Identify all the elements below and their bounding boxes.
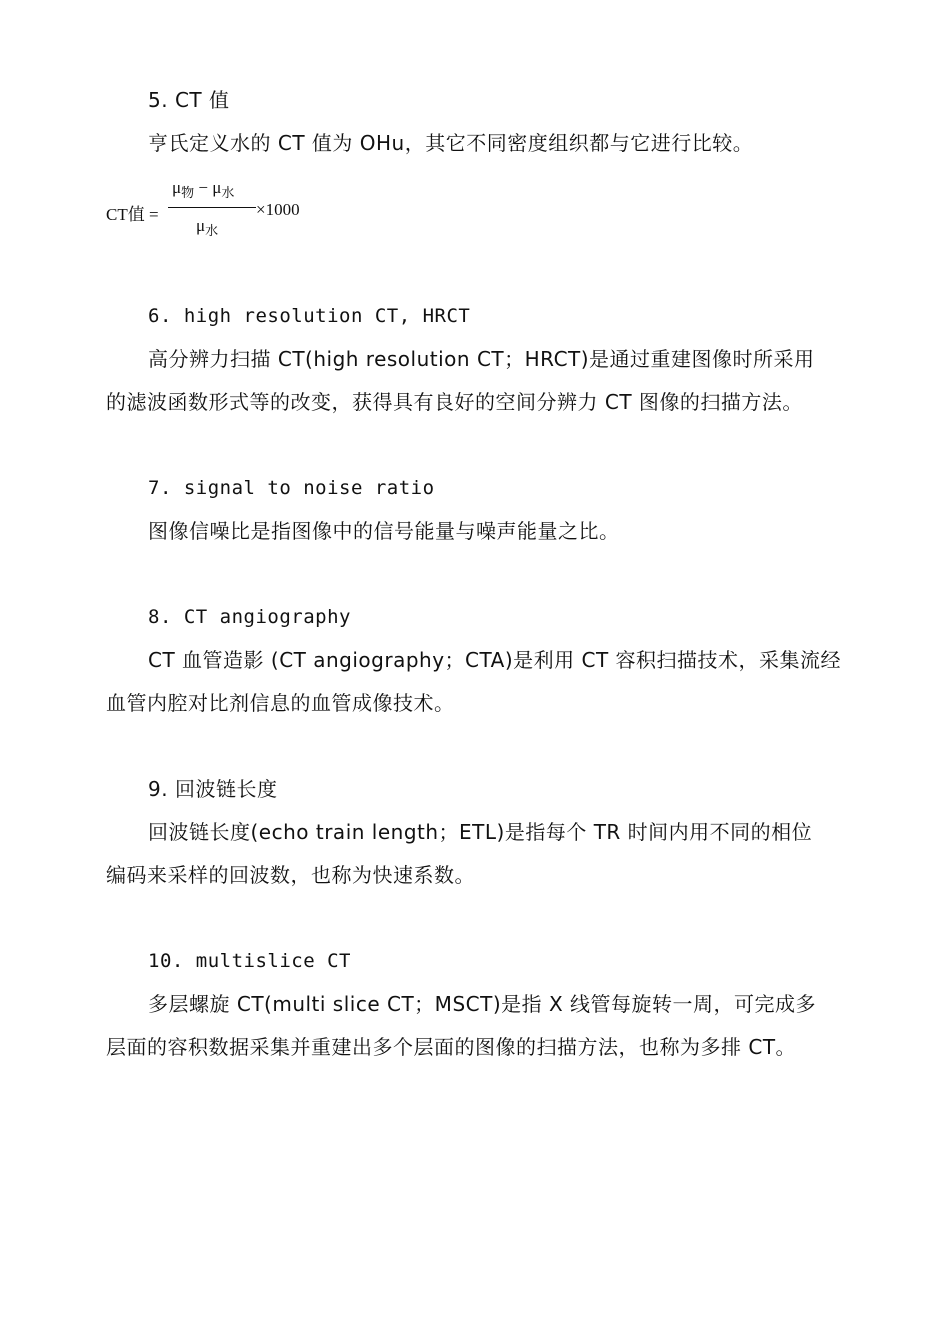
section-10-heading: 10. multislice CT [148, 950, 351, 972]
section-9-heading: 9. 回波链长度 [148, 777, 278, 801]
section-7-heading: 7. signal to noise ratio [148, 477, 435, 499]
section-6-heading: 6. high resolution CT, HRCT [148, 305, 471, 327]
formula-lhs: CT值 = [106, 205, 159, 224]
section-8-line-1: CT 血管造影 (CT angiography；CTA)是利用 CT 容积扫描技术，采集流经 [148, 648, 842, 672]
formula-denominator: $\mu_水$ [196, 216, 219, 238]
section-9-line-1: 回波链长度(echo train length；ETL)是指每个 TR 时间内用不同的相位 [148, 820, 813, 844]
section-8-heading: 8. CT angiography [148, 606, 351, 628]
section-9-line-2: 编码来采样的回波数，也称为快速系数。 [106, 863, 475, 887]
section-5-heading: 5. CT 值 [148, 88, 230, 112]
formula-multiplier: ×1000 [256, 200, 300, 219]
section-10-line-1: 多层螺旋 CT(multi slice CT；MSCT)是指 X 线管每旋转一周，可完成多 [148, 992, 817, 1016]
section-5-line-1: 亨氏定义水的 CT 值为 OHu，其它不同密度组织都与它进行比较。 [148, 131, 754, 155]
section-8-line-2: 血管内腔对比剂信息的血管成像技术。 [106, 691, 455, 715]
formula-numerator: $\mu_物 - \mu_水$ [172, 178, 235, 200]
section-10-line-2: 层面的容积数据采集并重建出多个层面的图像的扫描方法，也称为多排 CT。 [106, 1035, 797, 1059]
section-6-line-1: 高分辨力扫描 CT(high resolution CT；HRCT)是通过重建图像时所采用 [148, 347, 815, 371]
formula-fraction-bar [168, 207, 256, 208]
section-7-line-1: 图像信噪比是指图像中的信号能量与噪声能量之比。 [148, 519, 620, 543]
section-6-line-2: 的滤波函数形式等的改变，获得具有良好的空间分辨力 CT 图像的扫描方法。 [106, 390, 803, 414]
ct-value-formula [106, 176, 326, 248]
